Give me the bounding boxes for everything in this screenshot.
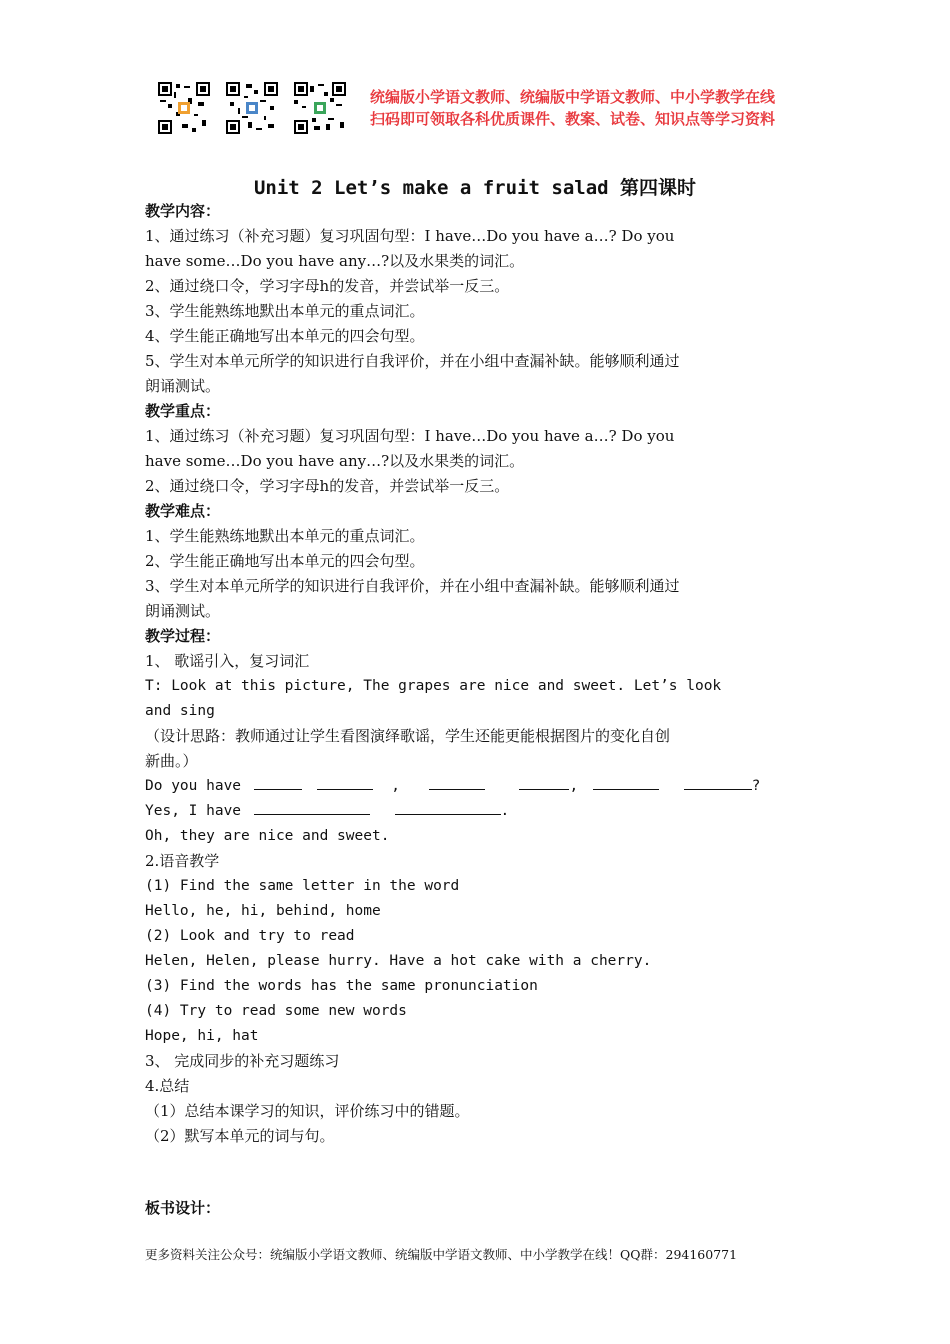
page-footer: 更多资料关注公众号：统编版小学语文教师、统编版中学语文教师、中小学教学在线！QQ群：294160771	[145, 1247, 738, 1262]
page-title: Unit 2 Let’s make a fruit salad 第四课时	[253, 177, 697, 199]
content-line: 4、学生能正确地写出本单元的四会句型。	[145, 327, 425, 345]
section-heading: 教学重点：	[145, 402, 221, 420]
blank-line	[254, 775, 302, 790]
blank-line	[317, 775, 373, 790]
blank-line	[254, 800, 370, 815]
chant-line-1	[145, 774, 810, 799]
section-heading: 教学内容：	[145, 202, 221, 220]
content-line: 3、学生对本单元所学的知识进行自我评价，并在小组中查漏补缺。能够顺利通过	[145, 577, 680, 595]
chant-prefix: Yes, I have	[145, 803, 242, 819]
qr-code-3	[294, 82, 346, 134]
content-line: （2）默写本单元的词与句。	[145, 1127, 335, 1145]
content-line: 1、通过练习（补充习题）复习巩固句型：I have…Do you have a…? Do you	[145, 427, 675, 445]
chant-prefix: Do you have	[145, 778, 242, 794]
content-line: 2、通过绕口令，学习字母h的发音，并尝试举一反三。	[145, 477, 510, 495]
qr-code-icon	[294, 82, 346, 134]
content-line: 2.语音教学	[145, 852, 220, 870]
content-line: 3、学生能熟练地默出本单元的重点词汇。	[145, 302, 425, 320]
content-line: Hello, he, hi, behind, home	[145, 903, 381, 919]
content-line: 4.总结	[145, 1077, 190, 1095]
content-line: (3) Find the words has the same pronunciation	[145, 978, 538, 994]
chant-line-2	[145, 799, 810, 824]
content-line: 朗诵测试。	[145, 377, 221, 395]
content-line: (4) Try to read some new words	[145, 1003, 407, 1019]
blank-line	[395, 800, 501, 815]
content-line: have some…Do you have any…?以及水果类的词汇。	[145, 252, 525, 270]
qr-code-icon	[158, 82, 210, 134]
content-line: Hope, hi, hat	[145, 1028, 259, 1044]
chant-end: .	[500, 803, 510, 819]
content-line: Helen, Helen, please hurry. Have a hot cake with a cherry.	[145, 953, 652, 969]
separator: ,	[569, 778, 579, 794]
content-line: and sing	[145, 703, 215, 719]
content-line: 朗诵测试。	[145, 602, 221, 620]
content-line: (1) Find the same letter in the word	[145, 878, 460, 894]
content-line: (2) Look and try to read	[145, 928, 355, 944]
qr-code-row	[158, 80, 362, 136]
content-line: T: Look at this picture, The grapes are nice and sweet. Let’s look	[145, 678, 722, 694]
content-line: 1、通过练习（补充习题）复习巩固句型：I have…Do you have a…? Do you	[145, 227, 675, 245]
content-line: have some…Do you have any…?以及水果类的词汇。	[145, 452, 525, 470]
section-heading: 教学过程：	[145, 627, 221, 645]
banner-line-1: 统编版小学语文教师、统编版中学语文教师、中小学教学在线	[370, 88, 776, 106]
blank-line	[519, 775, 569, 790]
separator: ,	[391, 778, 400, 794]
content-line: （1）总结本课学习的知识，评价练习中的错题。	[145, 1102, 470, 1120]
qr-code-2	[226, 82, 278, 134]
chant-end: ?	[751, 778, 761, 794]
promo-banner	[370, 86, 775, 130]
content-line: 新曲。）	[145, 752, 198, 770]
blank-line	[593, 775, 659, 790]
content-line: 1、 歌谣引入，复习词汇	[145, 652, 310, 670]
content-line: 3、 完成同步的补充习题练习	[145, 1052, 340, 1070]
content-line: 2、学生能正确地写出本单元的四会句型。	[145, 552, 425, 570]
banner-line-2: 扫码即可领取各科优质课件、教案、试卷、知识点等学习资料	[370, 110, 776, 128]
blank-line	[684, 775, 752, 790]
blank-line	[429, 775, 485, 790]
content-line: 5、学生对本单元所学的知识进行自我评价，并在小组中查漏补缺。能够顺利通过	[145, 352, 680, 370]
section-heading: 教学难点：	[145, 502, 221, 520]
content-line: 1、学生能熟练地默出本单元的重点词汇。	[145, 527, 425, 545]
content-line: Oh, they are nice and sweet.	[145, 828, 390, 844]
content-line: （设计思路：教师通过让学生看图演绎歌谣，学生还能更能根据图片的变化自创	[145, 727, 671, 745]
lesson-content	[145, 199, 810, 1149]
content-line: 2、通过绕口令，学习字母h的发音，并尝试举一反三。	[145, 277, 510, 295]
qr-code-icon	[226, 82, 278, 134]
board-design-heading: 板书设计：	[145, 1199, 221, 1217]
qr-code-1	[158, 82, 210, 134]
